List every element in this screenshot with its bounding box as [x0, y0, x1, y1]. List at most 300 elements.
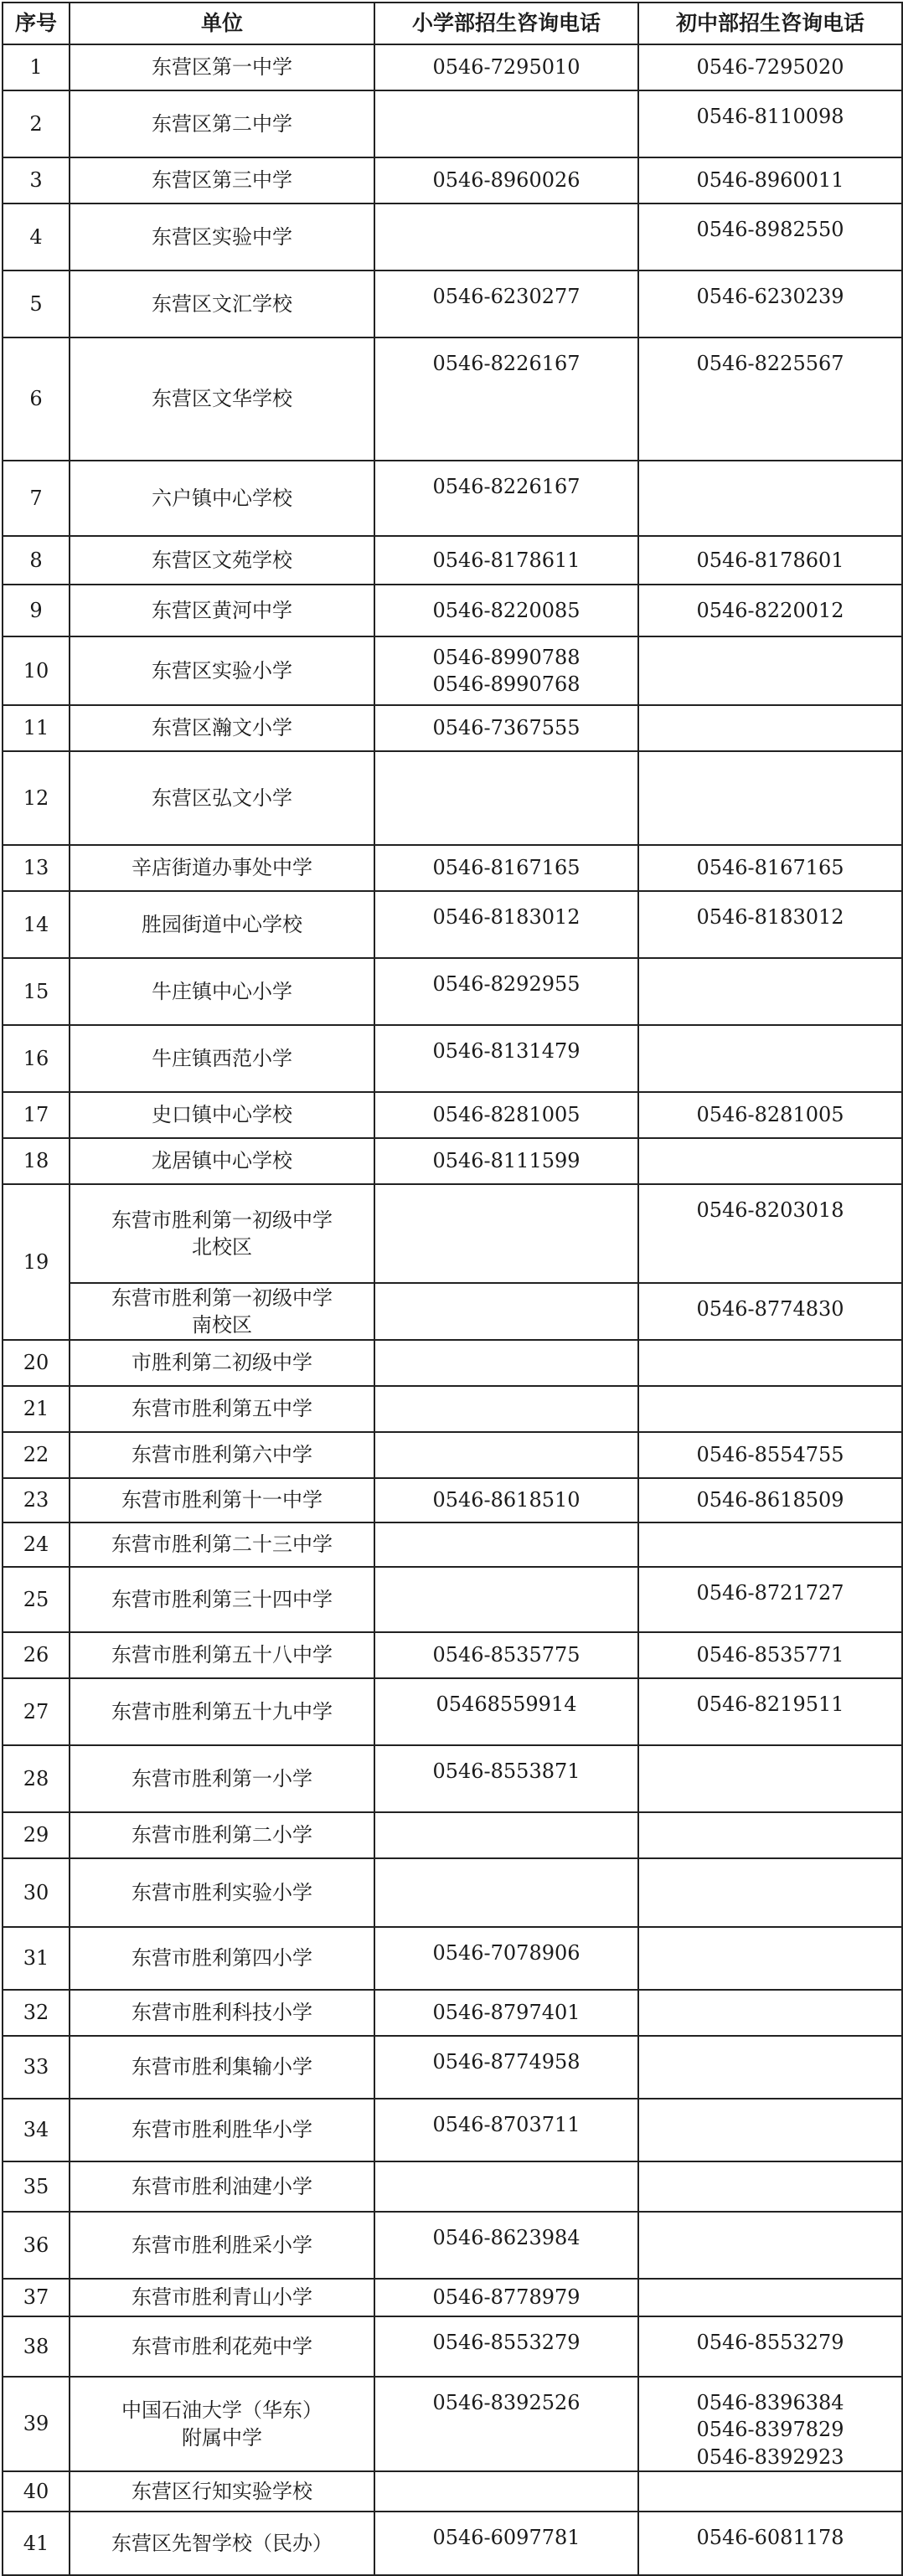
unit-name-line: 东营区弘文小学	[152, 786, 292, 810]
unit-name	[70, 1522, 374, 1567]
junior-phone	[638, 845, 902, 891]
primary-phone	[374, 1092, 638, 1138]
unit-name-line: 东营市胜利花苑中学	[132, 2334, 312, 2358]
primary-phone	[374, 461, 638, 536]
unit-name	[70, 2036, 374, 2099]
unit-name-line: 中国石油大学（华东）	[121, 2398, 322, 2423]
junior-phone	[638, 1745, 902, 1812]
table-row	[3, 1812, 902, 1858]
junior-phone	[638, 585, 902, 636]
row-number: 9	[3, 585, 70, 636]
primary-phone	[374, 2316, 638, 2377]
table-row	[3, 2099, 902, 2161]
junior-phone	[638, 1025, 902, 1092]
primary-phone	[374, 958, 638, 1025]
table-row	[3, 90, 902, 157]
unit-name-line: 东营市胜利实验小学	[132, 1880, 312, 1904]
unit-name	[70, 585, 374, 636]
primary-phone-number: 0546-8226167	[432, 475, 580, 498]
primary-phone	[374, 204, 638, 270]
primary-phone	[374, 1386, 638, 1432]
unit-name-line: 胜园街道中心学校	[142, 912, 302, 936]
table-row	[3, 2316, 902, 2377]
junior-phone	[638, 1184, 902, 1283]
table-row	[3, 845, 902, 891]
table-row	[3, 337, 902, 461]
row-number: 33	[3, 2036, 70, 2099]
unit-name-line: 东营市胜利集输小学	[132, 2055, 312, 2079]
unit-name	[70, 270, 374, 337]
table-row	[3, 1025, 902, 1092]
primary-phone	[374, 1927, 638, 1990]
junior-phone	[638, 1812, 902, 1858]
junior-phone	[638, 891, 902, 958]
header-junior-phone: 初中部招生咨询电话	[638, 3, 902, 44]
row-number: 19	[3, 1184, 70, 1340]
primary-phone	[374, 1567, 638, 1632]
primary-phone	[374, 337, 638, 461]
table-row	[3, 751, 902, 845]
primary-phone-number: 0546-8226167	[432, 352, 580, 375]
row-number: 7	[3, 461, 70, 536]
unit-name-line: 北校区	[192, 1235, 252, 1259]
junior-phone-number: 0546-8553279	[696, 2331, 844, 2354]
row-number: 6	[3, 337, 70, 461]
primary-phone-number: 0546-8281005	[432, 1103, 580, 1127]
unit-name-line: 东营市胜利胜采小学	[132, 2233, 312, 2257]
row-number: 39	[3, 2377, 70, 2471]
unit-name-line: 东营市胜利第十一中学	[121, 1488, 322, 1512]
primary-phone	[374, 90, 638, 157]
unit-name	[70, 1432, 374, 1478]
enrollment-phone-table	[2, 2, 903, 2576]
primary-phone	[374, 845, 638, 891]
table-row	[3, 1432, 902, 1478]
unit-name-line: 东营区文汇学校	[152, 291, 292, 316]
unit-name-line: 东营区瀚文小学	[152, 716, 292, 740]
junior-phone	[638, 1632, 902, 1678]
primary-phone-number: 0546-8774958	[432, 2050, 580, 2074]
junior-phone-number: 0546-6230239	[696, 285, 844, 308]
primary-phone	[374, 1025, 638, 1092]
table-row	[3, 2161, 902, 2212]
unit-name	[70, 2316, 374, 2377]
primary-phone	[374, 751, 638, 845]
junior-phone-number: 0546-8220012	[696, 598, 844, 622]
unit-name	[70, 1092, 374, 1138]
unit-name	[70, 1745, 374, 1812]
table-row	[3, 204, 902, 270]
junior-phone-number: 0546-8203018	[696, 1198, 844, 1222]
unit-name	[70, 90, 374, 157]
junior-phone-number: 0546-8960011	[696, 168, 844, 193]
row-number: 2	[3, 90, 70, 157]
primary-phone	[374, 1138, 638, 1184]
row-number: 34	[3, 2099, 70, 2161]
table-row	[3, 1184, 902, 1283]
row-number: 24	[3, 1522, 70, 1567]
primary-phone	[374, 585, 638, 636]
row-number: 41	[3, 2512, 70, 2575]
row-number: 8	[3, 536, 70, 585]
primary-phone-number: 0546-8183012	[432, 905, 580, 929]
unit-name	[70, 157, 374, 204]
junior-phone	[638, 1567, 902, 1632]
row-number: 13	[3, 845, 70, 891]
table-row	[3, 536, 902, 585]
junior-phone	[638, 2377, 902, 2471]
row-number: 14	[3, 891, 70, 958]
primary-phone-number: 0546-8292955	[432, 972, 580, 996]
junior-phone-number: 0546-8110098	[696, 105, 844, 128]
junior-phone	[638, 44, 902, 90]
primary-phone	[374, 536, 638, 585]
primary-phone	[374, 636, 638, 705]
unit-name	[70, 2377, 374, 2471]
unit-name-line: 牛庄镇中心小学	[152, 979, 292, 1003]
unit-name	[70, 845, 374, 891]
primary-phone-number: 0546-8553279	[432, 2331, 580, 2354]
unit-name-line: 东营市胜利胜华小学	[132, 2118, 312, 2142]
row-number: 36	[3, 2212, 70, 2279]
header-no: 序号	[3, 3, 70, 44]
primary-phone-number: 0546-6230277	[432, 285, 580, 308]
row-number: 10	[3, 636, 70, 705]
junior-phone-number: 0546-8183012	[696, 905, 844, 929]
junior-phone	[638, 1386, 902, 1432]
table-body	[3, 44, 902, 2575]
primary-phone	[374, 270, 638, 337]
row-number: 20	[3, 1340, 70, 1386]
unit-name-line: 辛店街道办事处中学	[132, 856, 312, 880]
primary-phone-number: 0546-8131479	[432, 1039, 580, 1063]
primary-phone	[374, 1632, 638, 1678]
junior-phone-number: 0546-8392923	[696, 2445, 844, 2469]
primary-phone	[374, 1745, 638, 1812]
junior-phone	[638, 2512, 902, 2575]
junior-phone	[638, 2316, 902, 2377]
primary-phone	[374, 2099, 638, 2161]
table-row	[3, 1138, 902, 1184]
table-row	[3, 1386, 902, 1432]
primary-phone	[374, 1283, 638, 1340]
junior-phone-number: 0546-8554755	[696, 1443, 844, 1467]
primary-phone-number: 0546-8703711	[432, 2113, 580, 2136]
junior-phone	[638, 1522, 902, 1567]
row-number: 40	[3, 2471, 70, 2512]
unit-name	[70, 958, 374, 1025]
row-number: 12	[3, 751, 70, 845]
junior-phone	[638, 1138, 902, 1184]
unit-name-line: 东营市胜利第二十三中学	[111, 1533, 333, 1557]
unit-name	[70, 1340, 374, 1386]
table-row	[3, 1567, 902, 1632]
primary-phone-number: 0546-8990788	[432, 645, 580, 669]
unit-name-line: 龙居镇中心学校	[152, 1149, 292, 1173]
unit-name-line: 东营区文华学校	[152, 387, 292, 411]
unit-name	[70, 1478, 374, 1522]
primary-phone	[374, 1678, 638, 1745]
junior-phone	[638, 1990, 902, 2036]
junior-phone-number: 0546-6081178	[696, 2526, 844, 2550]
junior-phone-number: 0546-8396384	[696, 2391, 844, 2414]
primary-phone	[374, 2377, 638, 2471]
primary-phone	[374, 1522, 638, 1567]
junior-phone	[638, 90, 902, 157]
unit-name-line: 东营区行知实验学校	[132, 2479, 312, 2503]
unit-name	[70, 461, 374, 536]
row-number: 26	[3, 1632, 70, 1678]
table-row	[3, 636, 902, 705]
unit-name-line: 东营市胜利第五十八中学	[111, 1643, 333, 1667]
junior-phone	[638, 2161, 902, 2212]
unit-name	[70, 1632, 374, 1678]
unit-name	[70, 1283, 374, 1340]
unit-name-line: 东营市胜利第五十九中学	[111, 1699, 333, 1723]
unit-name	[70, 204, 374, 270]
primary-phone-number: 05468559914	[436, 1692, 577, 1716]
junior-phone-number: 0546-8167165	[696, 856, 844, 880]
primary-phone	[374, 1340, 638, 1386]
table-row	[3, 461, 902, 536]
table-row	[3, 270, 902, 337]
junior-phone	[638, 2471, 902, 2512]
junior-phone	[638, 958, 902, 1025]
unit-name-line: 东营区黄河中学	[152, 598, 292, 622]
primary-phone-number: 0546-8111599	[432, 1149, 580, 1173]
primary-phone	[374, 2471, 638, 2512]
unit-name-line: 东营市胜利第六中学	[132, 1443, 312, 1467]
table-row	[3, 2377, 902, 2471]
table-row	[3, 2512, 902, 2575]
table-row	[3, 157, 902, 204]
table-row	[3, 891, 902, 958]
header-row	[3, 3, 902, 44]
junior-phone	[638, 270, 902, 337]
unit-name-line: 南校区	[192, 1313, 252, 1337]
row-number: 22	[3, 1432, 70, 1478]
junior-phone	[638, 1432, 902, 1478]
unit-name	[70, 2471, 374, 2512]
unit-name	[70, 1386, 374, 1432]
primary-phone	[374, 1478, 638, 1522]
junior-phone	[638, 337, 902, 461]
junior-phone	[638, 1340, 902, 1386]
junior-phone-number: 0546-8535771	[696, 1643, 844, 1667]
junior-phone-number: 0546-8774830	[696, 1297, 844, 1321]
unit-name	[70, 1678, 374, 1745]
unit-name	[70, 1184, 374, 1283]
unit-name	[70, 536, 374, 585]
table-row	[3, 1522, 902, 1567]
table-row	[3, 1678, 902, 1745]
primary-phone	[374, 1990, 638, 2036]
table-row	[3, 1340, 902, 1386]
primary-phone-number: 0546-6097781	[432, 2526, 580, 2550]
junior-phone	[638, 204, 902, 270]
row-number: 4	[3, 204, 70, 270]
primary-phone	[374, 1184, 638, 1283]
unit-name-line: 史口镇中心学校	[152, 1103, 292, 1127]
header-unit: 单位	[70, 3, 374, 44]
primary-phone	[374, 2036, 638, 2099]
primary-phone-number: 0546-8392526	[432, 2391, 580, 2414]
junior-phone	[638, 1927, 902, 1990]
unit-name-line: 东营区第三中学	[152, 168, 292, 193]
unit-name-line: 东营市胜利第一初级中学	[111, 1208, 333, 1232]
primary-phone-number: 0546-7078906	[432, 1941, 580, 1965]
table-row	[3, 2036, 902, 2099]
junior-phone	[638, 2212, 902, 2279]
primary-phone	[374, 1858, 638, 1927]
primary-phone	[374, 1812, 638, 1858]
primary-phone-number: 0546-8990768	[432, 672, 580, 696]
row-number: 30	[3, 1858, 70, 1927]
primary-phone	[374, 891, 638, 958]
junior-phone-number: 0546-8219511	[696, 1692, 844, 1716]
junior-phone	[638, 2036, 902, 2099]
primary-phone	[374, 2161, 638, 2212]
junior-phone	[638, 1858, 902, 1927]
row-number: 3	[3, 157, 70, 204]
primary-phone-number: 0546-8220085	[432, 598, 580, 622]
unit-name	[70, 1927, 374, 1990]
junior-phone	[638, 705, 902, 751]
unit-name-line: 东营市胜利第一小学	[132, 1766, 312, 1790]
junior-phone	[638, 461, 902, 536]
junior-phone	[638, 2279, 902, 2316]
unit-name-line: 东营市胜利第一初级中学	[111, 1285, 333, 1310]
row-number: 28	[3, 1745, 70, 1812]
primary-phone	[374, 705, 638, 751]
unit-name-line: 东营市胜利科技小学	[132, 2001, 312, 2025]
unit-name	[70, 636, 374, 705]
unit-name-line: 东营市胜利第四小学	[132, 1946, 312, 1971]
unit-name	[70, 2512, 374, 2575]
junior-phone	[638, 157, 902, 204]
table-row	[3, 2471, 902, 2512]
junior-phone	[638, 636, 902, 705]
junior-phone-number: 0546-8178601	[696, 548, 844, 572]
table-row	[3, 1927, 902, 1990]
primary-phone	[374, 157, 638, 204]
row-number: 25	[3, 1567, 70, 1632]
primary-phone-number: 0546-8623984	[432, 2226, 580, 2249]
unit-name-line: 东营市胜利油建小学	[132, 2174, 312, 2198]
unit-name	[70, 2099, 374, 2161]
unit-name	[70, 2279, 374, 2316]
primary-phone	[374, 2512, 638, 2575]
primary-phone-number: 0546-8960026	[432, 168, 580, 193]
junior-phone-number: 0546-8618509	[696, 1488, 844, 1512]
row-number: 35	[3, 2161, 70, 2212]
unit-name	[70, 705, 374, 751]
unit-name-line: 东营区先智学校（民办）	[111, 2531, 333, 2555]
unit-name-line: 东营市胜利第二小学	[132, 1823, 312, 1847]
junior-phone-number: 0546-8982550	[696, 218, 844, 241]
primary-phone-number: 0546-8535775	[432, 1643, 580, 1667]
primary-phone	[374, 1432, 638, 1478]
header-primary-phone: 小学部招生咨询电话	[374, 3, 638, 44]
table-row	[3, 1283, 902, 1340]
row-number: 17	[3, 1092, 70, 1138]
unit-name-line: 东营区实验中学	[152, 224, 292, 249]
unit-name	[70, 2212, 374, 2279]
unit-name	[70, 1567, 374, 1632]
unit-name	[70, 337, 374, 461]
primary-phone-number: 0546-8167165	[432, 856, 580, 880]
unit-name-line: 东营区第一中学	[152, 55, 292, 80]
row-number: 15	[3, 958, 70, 1025]
table-row	[3, 958, 902, 1025]
row-number: 32	[3, 1990, 70, 2036]
unit-name-line: 东营区实验小学	[152, 658, 292, 683]
primary-phone-number: 0546-7295010	[432, 55, 580, 80]
junior-phone-number: 0546-8281005	[696, 1103, 844, 1127]
unit-name	[70, 1812, 374, 1858]
table-row	[3, 1990, 902, 2036]
junior-phone-number: 0546-8225567	[696, 352, 844, 375]
table-row	[3, 585, 902, 636]
unit-name	[70, 1025, 374, 1092]
table-row	[3, 1745, 902, 1812]
row-number: 18	[3, 1138, 70, 1184]
unit-name	[70, 751, 374, 845]
unit-name	[70, 2161, 374, 2212]
junior-phone	[638, 536, 902, 585]
unit-name-line: 东营区第二中学	[152, 111, 292, 136]
unit-name	[70, 44, 374, 90]
junior-phone	[638, 1678, 902, 1745]
row-number: 38	[3, 2316, 70, 2377]
junior-phone	[638, 1092, 902, 1138]
unit-name-line: 东营区文苑学校	[152, 548, 292, 572]
unit-name-line: 东营市胜利第五中学	[132, 1397, 312, 1421]
primary-phone-number: 0546-8553871	[432, 1759, 580, 1783]
table-row	[3, 1478, 902, 1522]
primary-phone-number: 0546-8797401	[432, 2001, 580, 2025]
unit-name-line: 东营市胜利青山小学	[132, 2285, 312, 2310]
primary-phone-number: 0546-8178611	[432, 548, 580, 572]
unit-name-line: 牛庄镇西范小学	[152, 1046, 292, 1070]
unit-name	[70, 1858, 374, 1927]
row-number: 11	[3, 705, 70, 751]
unit-name-line: 附属中学	[182, 2425, 262, 2450]
table-row	[3, 2279, 902, 2316]
primary-phone-number: 0546-8618510	[432, 1488, 580, 1512]
primary-phone	[374, 2279, 638, 2316]
row-number: 5	[3, 270, 70, 337]
table-row	[3, 44, 902, 90]
primary-phone	[374, 2212, 638, 2279]
row-number: 29	[3, 1812, 70, 1858]
junior-phone	[638, 751, 902, 845]
junior-phone-number: 0546-8721727	[696, 1581, 844, 1605]
row-number: 27	[3, 1678, 70, 1745]
row-number: 37	[3, 2279, 70, 2316]
row-number: 21	[3, 1386, 70, 1432]
junior-phone-number: 0546-8397829	[696, 2418, 844, 2442]
unit-name	[70, 891, 374, 958]
row-number: 23	[3, 1478, 70, 1522]
unit-name	[70, 1138, 374, 1184]
table-row	[3, 1858, 902, 1927]
junior-phone-number: 0546-7295020	[696, 55, 844, 80]
primary-phone	[374, 44, 638, 90]
table-row	[3, 1092, 902, 1138]
row-number: 1	[3, 44, 70, 90]
table-row	[3, 1632, 902, 1678]
